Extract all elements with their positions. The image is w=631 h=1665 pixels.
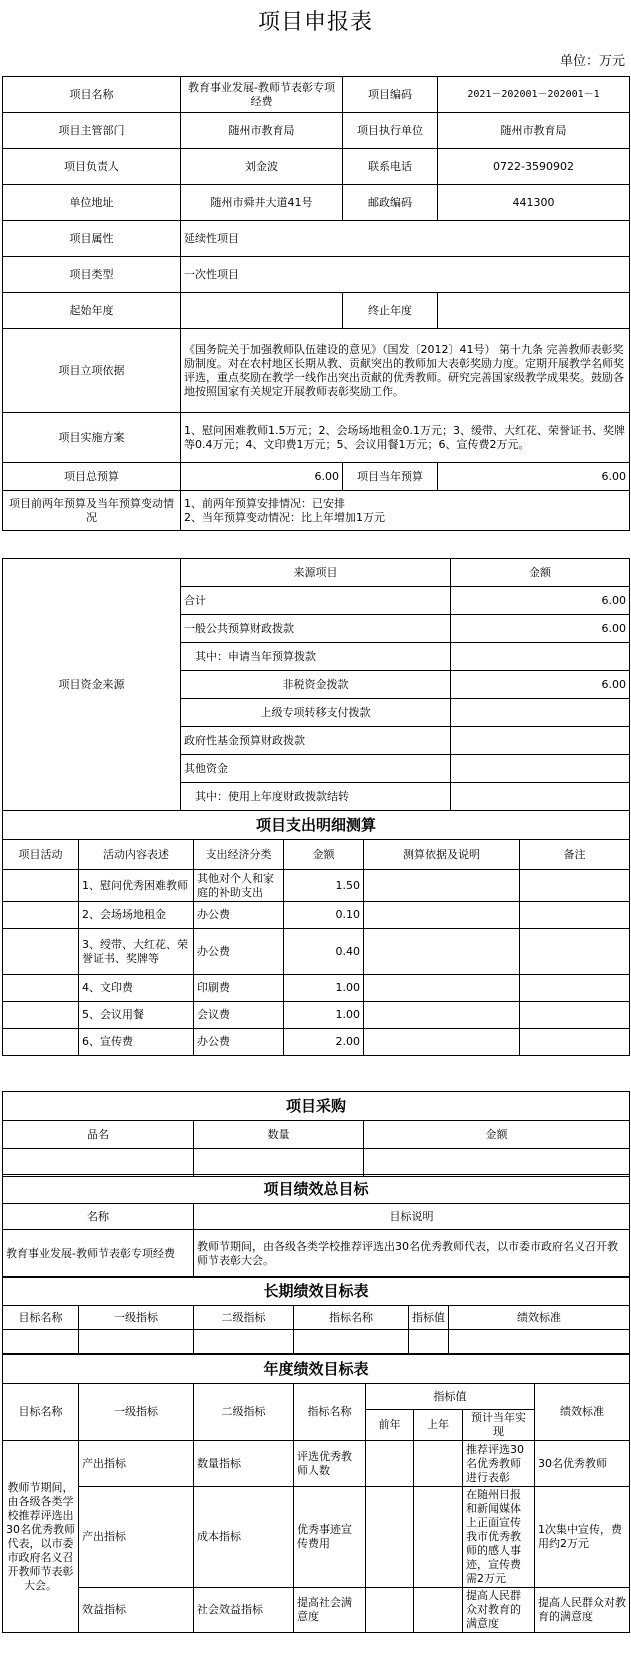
expense-content: 3、绶带、大红花、荣誉证书、奖牌等 <box>79 929 194 975</box>
type-label: 项目类型 <box>3 257 181 293</box>
dept-label: 项目主管部门 <box>3 113 181 149</box>
annual-expect: 在随州日报和新闻媒体上正面宣传我市优秀教师的感人事迹，宣传费需2万元 <box>463 1487 535 1588</box>
expense-amount: 2.00 <box>284 1029 364 1056</box>
annual-header-lv1: 一级指标 <box>79 1384 194 1441</box>
expense-basis <box>364 929 520 975</box>
goal-section-title: 项目绩效总目标 <box>3 1175 630 1204</box>
start-label: 起始年度 <box>3 293 181 329</box>
annual-lv2: 数量指标 <box>194 1441 294 1487</box>
expense-basis <box>364 975 520 1002</box>
plan-label: 项目实施方案 <box>3 413 181 463</box>
expense-category: 办公费 <box>194 929 284 975</box>
annual-header-value: 指标值 <box>366 1384 535 1410</box>
funding-row-amount <box>451 699 630 727</box>
annual-prev1 <box>414 1441 463 1487</box>
unit-label: 单位：万元 <box>559 54 625 69</box>
annual-lv2: 成本指标 <box>194 1487 294 1588</box>
purchase-header: 金额 <box>364 1121 630 1149</box>
basic-info-table <box>2 76 630 531</box>
project-name: 教育事业发展-教师节表彰专项经费 <box>181 77 343 113</box>
purchase-header: 数量 <box>194 1121 364 1149</box>
annual-std: 30名优秀教师 <box>535 1441 630 1487</box>
funding-row-name: 其中：使用上年度财政拨款结转 <box>181 783 451 811</box>
expense-amount: 1.00 <box>284 1002 364 1029</box>
expense-category: 印刷费 <box>194 975 284 1002</box>
project-code: 2021－202001－202001－1 <box>438 77 630 113</box>
project-name-label: 项目名称 <box>3 77 181 113</box>
expense-header: 活动内容表述 <box>79 840 194 870</box>
address: 随州市舜井大道41号 <box>181 185 343 221</box>
funding-table <box>2 558 630 811</box>
annual-header-name: 指标名称 <box>294 1384 366 1441</box>
funding-row-name: 其他资金 <box>181 755 451 783</box>
start <box>181 293 343 329</box>
expense-note <box>520 902 630 929</box>
annual-header-prev2: 前年 <box>366 1410 414 1441</box>
end <box>438 293 630 329</box>
expense-activity <box>3 902 79 929</box>
annual-name: 评选优秀教师人数 <box>294 1441 366 1487</box>
address-label: 单位地址 <box>3 185 181 221</box>
year-budget-label: 项目当年预算 <box>343 463 438 491</box>
table-row <box>3 975 630 1002</box>
goal-table <box>2 1174 630 1278</box>
expense-category: 办公费 <box>194 1029 284 1056</box>
expense-content: 6、宣传费 <box>79 1029 194 1056</box>
postcode-label: 邮政编码 <box>343 185 438 221</box>
change-label: 项目前两年预算及当年预算变动情况 <box>3 491 181 531</box>
expense-amount: 1.50 <box>284 870 364 902</box>
expense-basis <box>364 1029 520 1056</box>
expense-note <box>520 975 630 1002</box>
expense-header: 项目活动 <box>3 840 79 870</box>
annual-name: 优秀事迹宣传费用 <box>294 1487 366 1588</box>
table-row <box>3 1487 630 1588</box>
long-term-header: 目标名称 <box>3 1306 79 1330</box>
annual-lv1: 产出指标 <box>79 1441 194 1487</box>
funding-row-amount <box>451 783 630 811</box>
long-term-header: 指标值 <box>409 1306 449 1330</box>
annual-lv1: 产出指标 <box>79 1487 194 1588</box>
expense-content: 1、慰问优秀困难教师 <box>79 870 194 902</box>
table-row <box>3 1441 630 1487</box>
expense-amount: 0.40 <box>284 929 364 975</box>
change <box>181 491 630 531</box>
annual-prev2 <box>366 1588 414 1633</box>
expense-activity <box>3 929 79 975</box>
expense-header: 支出经济分类 <box>194 840 284 870</box>
annual-prev1 <box>414 1487 463 1588</box>
total-budget-label: 项目总预算 <box>3 463 181 491</box>
expense-basis <box>364 1002 520 1029</box>
goal-col-desc: 目标说明 <box>194 1204 630 1230</box>
purchase-section-title: 项目采购 <box>3 1092 630 1121</box>
long-term-header: 指标名称 <box>294 1306 409 1330</box>
long-term-header: 一级指标 <box>79 1306 194 1330</box>
expense-content: 2、会场场地租金 <box>79 902 194 929</box>
funding-row-name: 上级专项转移支付拨款 <box>181 699 451 727</box>
annual-std: 提高人民群众对教育的满意度 <box>535 1588 630 1633</box>
expense-activity <box>3 975 79 1002</box>
basis-label: 项目立项依据 <box>3 329 181 413</box>
expense-header: 金额 <box>284 840 364 870</box>
change-line-1: 1、前两年预算安排情况：已安排 <box>184 496 345 510</box>
annual-prev2 <box>366 1441 414 1487</box>
expense-category: 会议费 <box>194 1002 284 1029</box>
change-line-2: 2、当年预算变动情况：比上年增加1万元 <box>184 510 385 524</box>
funding-row-name: 非税资金拨款 <box>181 671 451 699</box>
funding-row-amount: 6.00 <box>451 671 630 699</box>
funding-label: 项目资金来源 <box>3 559 181 811</box>
annual-prev2 <box>366 1487 414 1588</box>
annual-lv2: 社会效益指标 <box>194 1588 294 1633</box>
project-code-label: 项目编码 <box>343 77 438 113</box>
funding-row-amount <box>451 643 630 671</box>
long-term-header: 绩效标准 <box>449 1306 630 1330</box>
exec-label: 项目执行单位 <box>343 113 438 149</box>
purchase-header: 品名 <box>3 1121 194 1149</box>
expense-basis <box>364 902 520 929</box>
expense-header: 备注 <box>520 840 630 870</box>
funding-row-amount: 6.00 <box>451 615 630 643</box>
expense-activity <box>3 1029 79 1056</box>
table-row <box>3 1029 630 1056</box>
annual-prev1 <box>414 1588 463 1633</box>
annual-name: 提高社会满意度 <box>294 1588 366 1633</box>
expense-content: 5、会议用餐 <box>79 1002 194 1029</box>
expense-header: 测算依据及说明 <box>364 840 520 870</box>
long-term-section-title: 长期绩效目标表 <box>3 1277 630 1306</box>
expense-activity <box>3 870 79 902</box>
expense-category: 其他对个人和家庭的补助支出 <box>194 870 284 902</box>
phone: 0722-3590902 <box>438 149 630 185</box>
annual-header-expect: 预计当年实现 <box>463 1410 535 1441</box>
funding-row-name: 其中：申请当年预算拨款 <box>181 643 451 671</box>
table-row <box>3 1588 630 1633</box>
expense-note <box>520 929 630 975</box>
plan: 1、慰问困难教师1.5万元；2、会场场地租金0.1万元；3、缓带、大红花、荣誉证书、奖牌等0.4万元；4、文印费1万元；5、会议用餐1万元；6、宣传费2万元。 <box>181 413 630 463</box>
expense-content: 4、文印费 <box>79 975 194 1002</box>
attr: 延续性项目 <box>181 221 630 257</box>
annual-expect: 推荐评选30名优秀教师进行表彰 <box>463 1441 535 1487</box>
annual-header-prev1: 上年 <box>414 1410 463 1441</box>
phone-label: 联系电话 <box>343 149 438 185</box>
expense-amount: 1.00 <box>284 975 364 1002</box>
year-budget: 6.00 <box>438 463 630 491</box>
attr-label: 项目属性 <box>3 221 181 257</box>
expense-category: 办公费 <box>194 902 284 929</box>
funding-row-amount <box>451 727 630 755</box>
table-row <box>3 902 630 929</box>
funding-col-source: 来源项目 <box>181 559 451 587</box>
expense-activity <box>3 1002 79 1029</box>
postcode: 441300 <box>438 185 630 221</box>
expense-amount: 0.10 <box>284 902 364 929</box>
table-row <box>3 1002 630 1029</box>
leader-label: 项目负责人 <box>3 149 181 185</box>
annual-lv1: 效益指标 <box>79 1588 194 1633</box>
funding-row-amount <box>451 755 630 783</box>
annual-goal-name: 教师节期间，由各级各类学校推荐评选出30名优秀教师代表，以市委市政府名义召开教师节表彰大会。 <box>3 1441 79 1633</box>
leader: 刘金波 <box>181 149 343 185</box>
goal-col-name: 名称 <box>3 1204 194 1230</box>
goal-name: 教育事业发展-教师节表彰专项经费 <box>3 1230 194 1278</box>
exec: 随州市教育局 <box>438 113 630 149</box>
expense-note <box>520 870 630 902</box>
annual-header-lv2: 二级指标 <box>194 1384 294 1441</box>
expense-note <box>520 1002 630 1029</box>
page-title: 项目申报表 <box>257 10 373 35</box>
annual-std: 1次集中宣传，费用约2万元 <box>535 1487 630 1588</box>
annual-expect: 提高人民群众对教育的满意度 <box>463 1588 535 1633</box>
table-row <box>3 929 630 975</box>
expense-section-title: 项目支出明细测算 <box>3 811 630 840</box>
end-label: 终止年度 <box>343 293 438 329</box>
basis: 《国务院关于加强教师队伍建设的意见》（国发〔2012〕41号） 第十九条 完善教师表彰奖励制度。对在农村地区长期从教、贡献突出的教师加大表彰奖励力度。定期开展教学名师奖评选，重点奖励在教学一线作出突出贡献的优秀教师。研究完善国家级教学成果奖。鼓励各地按照国家有关规定开展教师表彰奖励工作。 <box>181 329 630 413</box>
funding-row-amount: 6.00 <box>451 587 630 615</box>
goal-desc: 教师节期间，由各级各类学校推荐评选出30名优秀教师代表，以市委市政府名义召开教师节表彰大会。 <box>194 1230 630 1278</box>
long-term-header: 二级指标 <box>194 1306 294 1330</box>
annual-section-title: 年度绩效目标表 <box>3 1355 630 1384</box>
funding-col-amount: 金额 <box>451 559 630 587</box>
expense-note <box>520 1029 630 1056</box>
purchase-table <box>2 1091 630 1177</box>
funding-row-name: 合计 <box>181 587 451 615</box>
table-row <box>3 870 630 902</box>
type: 一次性项目 <box>181 257 630 293</box>
annual-table <box>2 1354 630 1633</box>
funding-row-name: 政府性基金预算财政拨款 <box>181 727 451 755</box>
long-term-table <box>2 1276 630 1354</box>
dept: 随州市教育局 <box>181 113 343 149</box>
expense-table <box>2 810 630 1056</box>
annual-header-std: 绩效标准 <box>535 1384 630 1441</box>
expense-basis <box>364 870 520 902</box>
total-budget: 6.00 <box>181 463 343 491</box>
funding-row-name: 一般公共预算财政拨款 <box>181 615 451 643</box>
annual-header-goal: 目标名称 <box>3 1384 79 1441</box>
